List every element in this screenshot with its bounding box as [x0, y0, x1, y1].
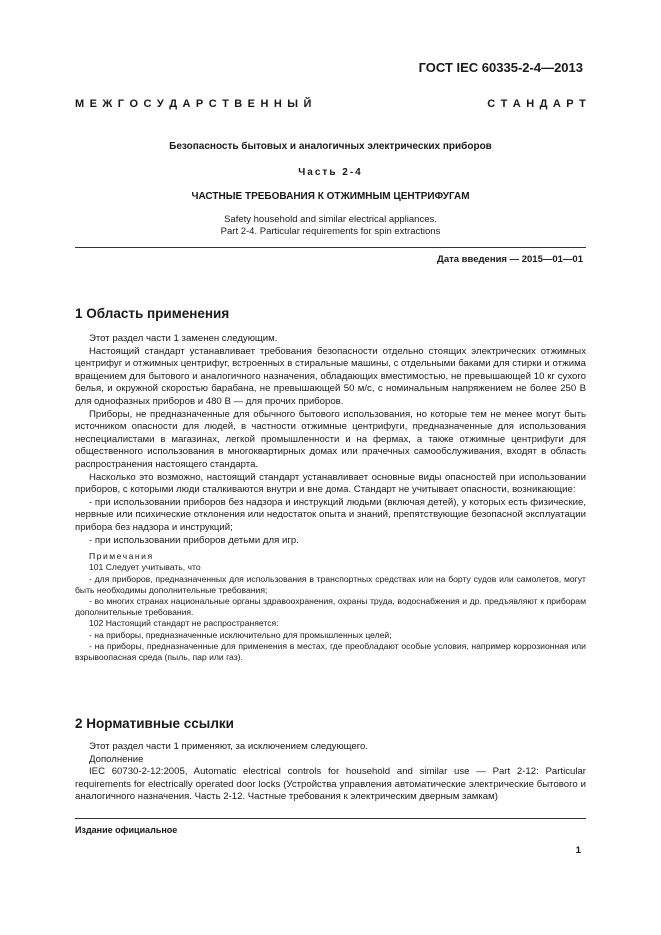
effective-date: Дата введения — 2015—01—01: [437, 254, 583, 265]
standard-word: С Т А Н Д А Р Т: [487, 98, 586, 110]
part-title: Часть 2-4: [298, 167, 363, 178]
top-divider: [75, 247, 586, 248]
paragraph: Этот раздел части 1 применяют, за исключением следующего.: [89, 741, 369, 752]
list-item: - при использовании приборов без надзора и инструкций людьми (включая детей), у которых есть физические, нервные или психические отклонения или недостаток опыта и знаний, препятствующие безопасной эксплуатации прибора без надзора и инструкций;: [75, 496, 586, 533]
interstate-standard-banner: [75, 98, 586, 110]
document-title: Безопасность бытовых и аналогичных электрических приборов: [169, 141, 492, 152]
section1-heading: 1 Область применения: [75, 306, 230, 321]
english-title-line1: Safety household and similar electrical appliances.: [224, 214, 437, 225]
english-title-line2: Part 2-4. Particular requirements for spin extractions: [220, 226, 441, 237]
paragraph: Этот раздел части 1 заменен следующим.: [89, 333, 278, 344]
interstate-word: М Е Ж Г О С У Д А Р С Т В Е Н Н Ы Й: [75, 98, 312, 110]
note: - на приборы, предназначенные исключительно для промышленных целей;: [89, 629, 392, 640]
paragraph: IEC 60730-2-12:2005, Automatic electrical controls for household and similar use — Part 2-12: Particular requirements for electrically operated door locks (Устройства управления автоматические электрические бытового и аналогичного назначения. Часть 2-12. Частные требования к электрическим дверным замкам): [75, 766, 586, 803]
bottom-divider: [75, 818, 586, 819]
subtitle: ЧАСТНЫЕ ТРЕБОВАНИЯ К ОТЖИМНЫМ ЦЕНТРИФУГАМ: [191, 191, 470, 202]
list-item: - при использовании приборов детьми для игр.: [89, 534, 299, 546]
english-title: [75, 214, 586, 238]
paragraph: Приборы, не предназначенные для обычного бытового использования, но которые тем не менее могут быть источником опасности для людей, в частности отжимные центрифуги, предназначенные для использования неспециалистами в магазинах, легкой промышленности и на фермах, а также отжимные центрифуги для общественного использования в многоквартирных домах или прачечных самообслуживания, входят в область распространения настоящего стандарта.: [75, 408, 586, 470]
standard-code: ГОСТ IEC 60335-2-4—2013: [418, 60, 583, 75]
section1-body: [75, 333, 586, 663]
page-number: 1: [575, 845, 581, 856]
note: 102 Настоящий стандарт не распространяется:: [89, 618, 279, 629]
paragraph: Настоящий стандарт устанавливает требования безопасности отдельно стоящих электрических отжимных центрифуг и отжимных центрифуг, встроенных в стиральные машины, с отдельными баками для стирки и отжима вращением для бытового и аналогичного назначения, обладающих вместимостью, не превышающей 10 кг сухого белья, и окружной скоростью барабана, не превышающей 50 м/с, с номинальным напряжением не более 250 В для однофазных приборов и 480 В — для прочих приборов.: [75, 345, 586, 407]
paragraph: Дополнение: [89, 753, 144, 765]
edition-label: Издание официальное: [75, 825, 178, 835]
notes-title: Примечания: [89, 551, 154, 562]
note: - для приборов, предназначенных для использования в транспортных средствах или на борту судов или самолетов, могут быть необходимы дополнительные требования;: [75, 573, 586, 595]
section2-heading: 2 Нормативные ссылки: [75, 716, 234, 731]
paragraph: Насколько это возможно, настоящий стандарт устанавливает основные виды опасностей при использовании приборов, с которыми люди сталкиваются внутри и вне дома. Стандарт не учитывает опасности, возникающие:: [75, 471, 586, 496]
note: - во многих странах национальные органы здравоохранения, охраны труда, водоснабжения и др. предъявляют к приборам дополнительные требования.: [75, 595, 586, 618]
note: - на приборы, предназначенные для применения в местах, где преобладают особые условия, например коррозионная или взрывоопасная среда (пыль, пар или газ).: [75, 640, 586, 662]
note: 101 Следует учитывать, что: [89, 562, 201, 573]
notes-block: [75, 551, 586, 663]
section2-body: [75, 741, 586, 804]
